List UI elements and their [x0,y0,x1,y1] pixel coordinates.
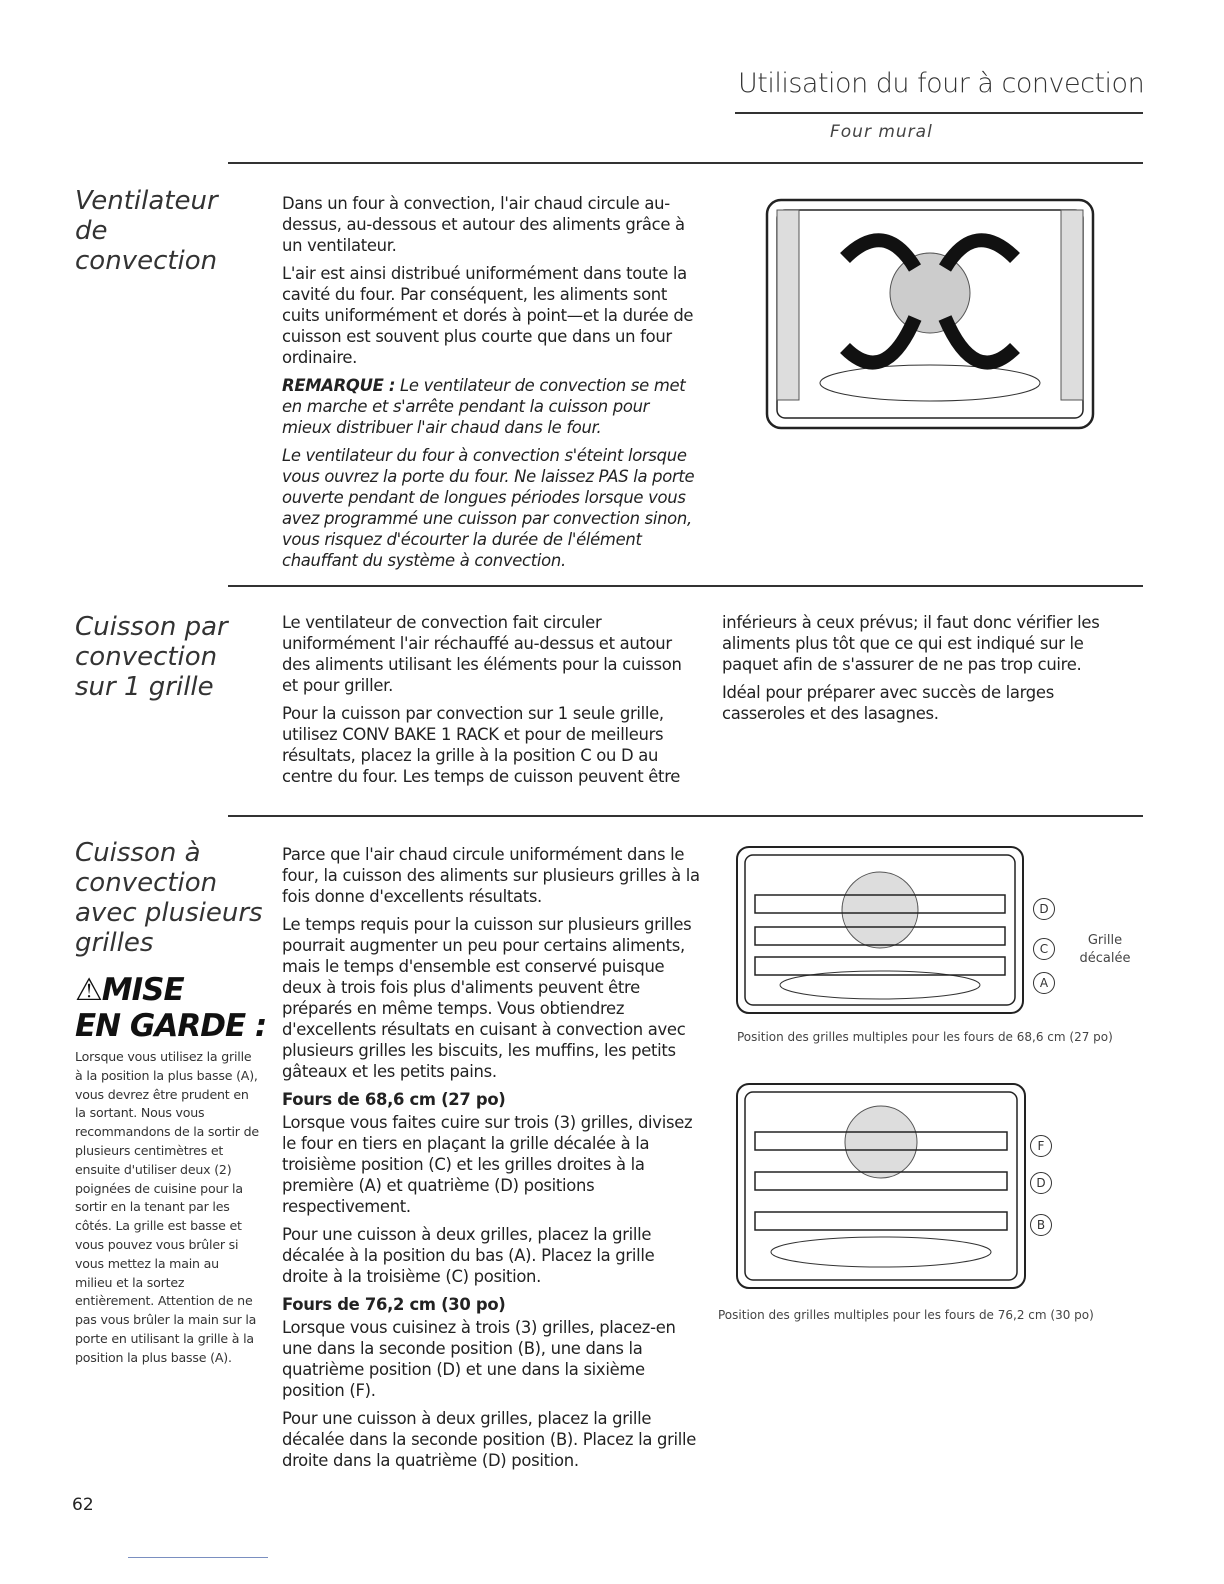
warning-title-line1: MISE [101,972,184,1008]
note [282,375,702,438]
paragraph: Le temps requis pour la cuisson sur plusieurs grilles pourrait augmenter un peu pour certains aliments, mais le temps d'ensemble est conservé puisque deux à trois fois plus d'aliments peuvent être préparés en même temps. Vous obtiendrez d'excellents résultats en cuisant à convection avec plusieurs grilles les biscuits, les muffins, les petits gâteaux et les petits pains. [282,915,692,1081]
paragraph: Le ventilateur du four à convection s'éteint lorsque vous ouvrez la porte du four. Ne laissez PAS la porte ouverte pendant de longues périodes lorsque vous avez programmé une cuisson par convection sinon, vous risquez d'écourter la durée de l'élément chauffant du système à convection. [282,446,695,570]
divider [735,112,1143,114]
warning-heading [75,972,266,1044]
divider [228,162,1143,164]
paragraph: Pour la cuisson par convection sur 1 seule grille, utilisez CONV BAKE 1 RACK et pour de meilleurs résultats, placez la grille à la position C ou D au centre du four. Les temps de cuisson peuvent être [282,704,681,786]
section-body-right [722,612,1132,731]
paragraph: Le ventilateur de convection fait circuler uniformément l'air réchauffé au-dessus et autour des aliments utilisant les éléments pour la cuisson et pour griller. [282,613,682,695]
paragraph: Idéal pour préparer avec succès de larges casseroles et des lasagnes. [722,683,1054,723]
section-heading-single-rack: Cuisson par convection sur 1 grille [75,612,228,702]
note-label: REMARQUE : [282,376,396,395]
rack-position-f: F [1030,1135,1052,1157]
figure-caption: Position des grilles multiples pour les fours de 76,2 cm (30 po) [718,1308,1094,1322]
warning-title-line2: EN GARDE : [75,1008,267,1044]
warning-icon: ⚠ [75,972,102,1008]
oven-rack-30in-illustration [735,1082,1027,1290]
subheading-30in: Fours de 76,2 cm (30 po) [282,1295,506,1314]
warning-text: Lorsque vous utilisez la grille à la position la plus basse (A), vous devrez être prudent en la sortant. Nous vous recommandons de la sortir de plusieurs centimètres et ensuite d'utiliser deux (2) poignées de cuisine pour la sortir en la tenant par les côtés. La grille est basse et vous pouvez vous brûler si vous mettez la main au milieu et la sortez entièrement. Attention de ne pas vous brûler la main sur la porte en utilisant la grille à la position la plus basse (A). [75,1049,259,1365]
section-heading-multi-rack: Cuisson à convection avec plusieurs grilles [75,838,263,958]
paragraph: Pour une cuisson à deux grilles, placez la grille décalée dans la seconde position (B). Placez la grille droite dans la quatrième (D) position. [282,1409,697,1470]
rack-position-b: B [1030,1214,1052,1236]
divider [228,815,1143,817]
paragraph: inférieurs à ceux prévus; il faut donc vérifier les aliments plus tôt que ce qui est indiqué sur le paquet afin de s'assurer de ne pas trop cuire. [722,613,1100,674]
rack-position-c: C [1033,938,1055,960]
paragraph: Dans un four à convection, l'air chaud circule au-dessus, au-dessous et autour des aliments grâce à un ventilateur. [282,194,685,255]
subheading-27in: Fours de 68,6 cm (27 po) [282,1090,506,1109]
section-body-left [282,612,702,794]
paragraph: Pour une cuisson à deux grilles, placez la grille décalée à la position du bas (A). Placez la grille droite à la troisième (C) position. [282,1225,655,1286]
section-body [282,844,702,1478]
oven-rack-27in-illustration [735,845,1025,1015]
paragraph: Lorsque vous faites cuire sur trois (3) grilles, divisez le four en tiers en plaçant la grille décalée à la troisième position (C) et les grilles droites à la première (A) et quatrième (D) positions respectivement. [282,1113,693,1216]
page-title: Utilisation du four à convection [738,68,1145,99]
paragraph: Lorsque vous cuisinez à trois (3) grilles, placez-en une dans la seconde position (B), une dans la quatrième position (D) et une dans la sixième position (F). [282,1318,676,1400]
figure-caption: Position des grilles multiples pour les fours de 68,6 cm (27 po) [737,1030,1113,1044]
paragraph: L'air est ainsi distribué uniformément dans toute la cavité du four. Par conséquent, les aliments sont cuits uniformément et dorés à point—et la durée de cuisson est souvent plus courte que dans un four ordinaire. [282,264,694,367]
section-heading-convection-fan: Ventilateur de convection [75,186,218,276]
rack-position-a: A [1033,972,1055,994]
divider [228,585,1143,587]
note-text: Le ventilateur de convection se met en marche et s'arrête pendant la cuisson pour mieux distribuer l'air chaud dans le four. [282,376,686,437]
paragraph: Parce que l'air chaud circule uniformément dans le four, la cuisson des aliments sur plusieurs grilles à la fois donne d'excellents résultats. [282,845,700,906]
offset-rack-label: Grille décalée [1079,933,1131,966]
rack-position-d: D [1030,1172,1052,1194]
convection-fan-airflow-illustration [765,198,1097,432]
page-subtitle: Four mural [830,122,933,142]
rack-position-d: D [1033,898,1055,920]
page-number: 62 [72,1495,94,1515]
section-body [282,193,702,578]
footer-line [128,1557,268,1558]
